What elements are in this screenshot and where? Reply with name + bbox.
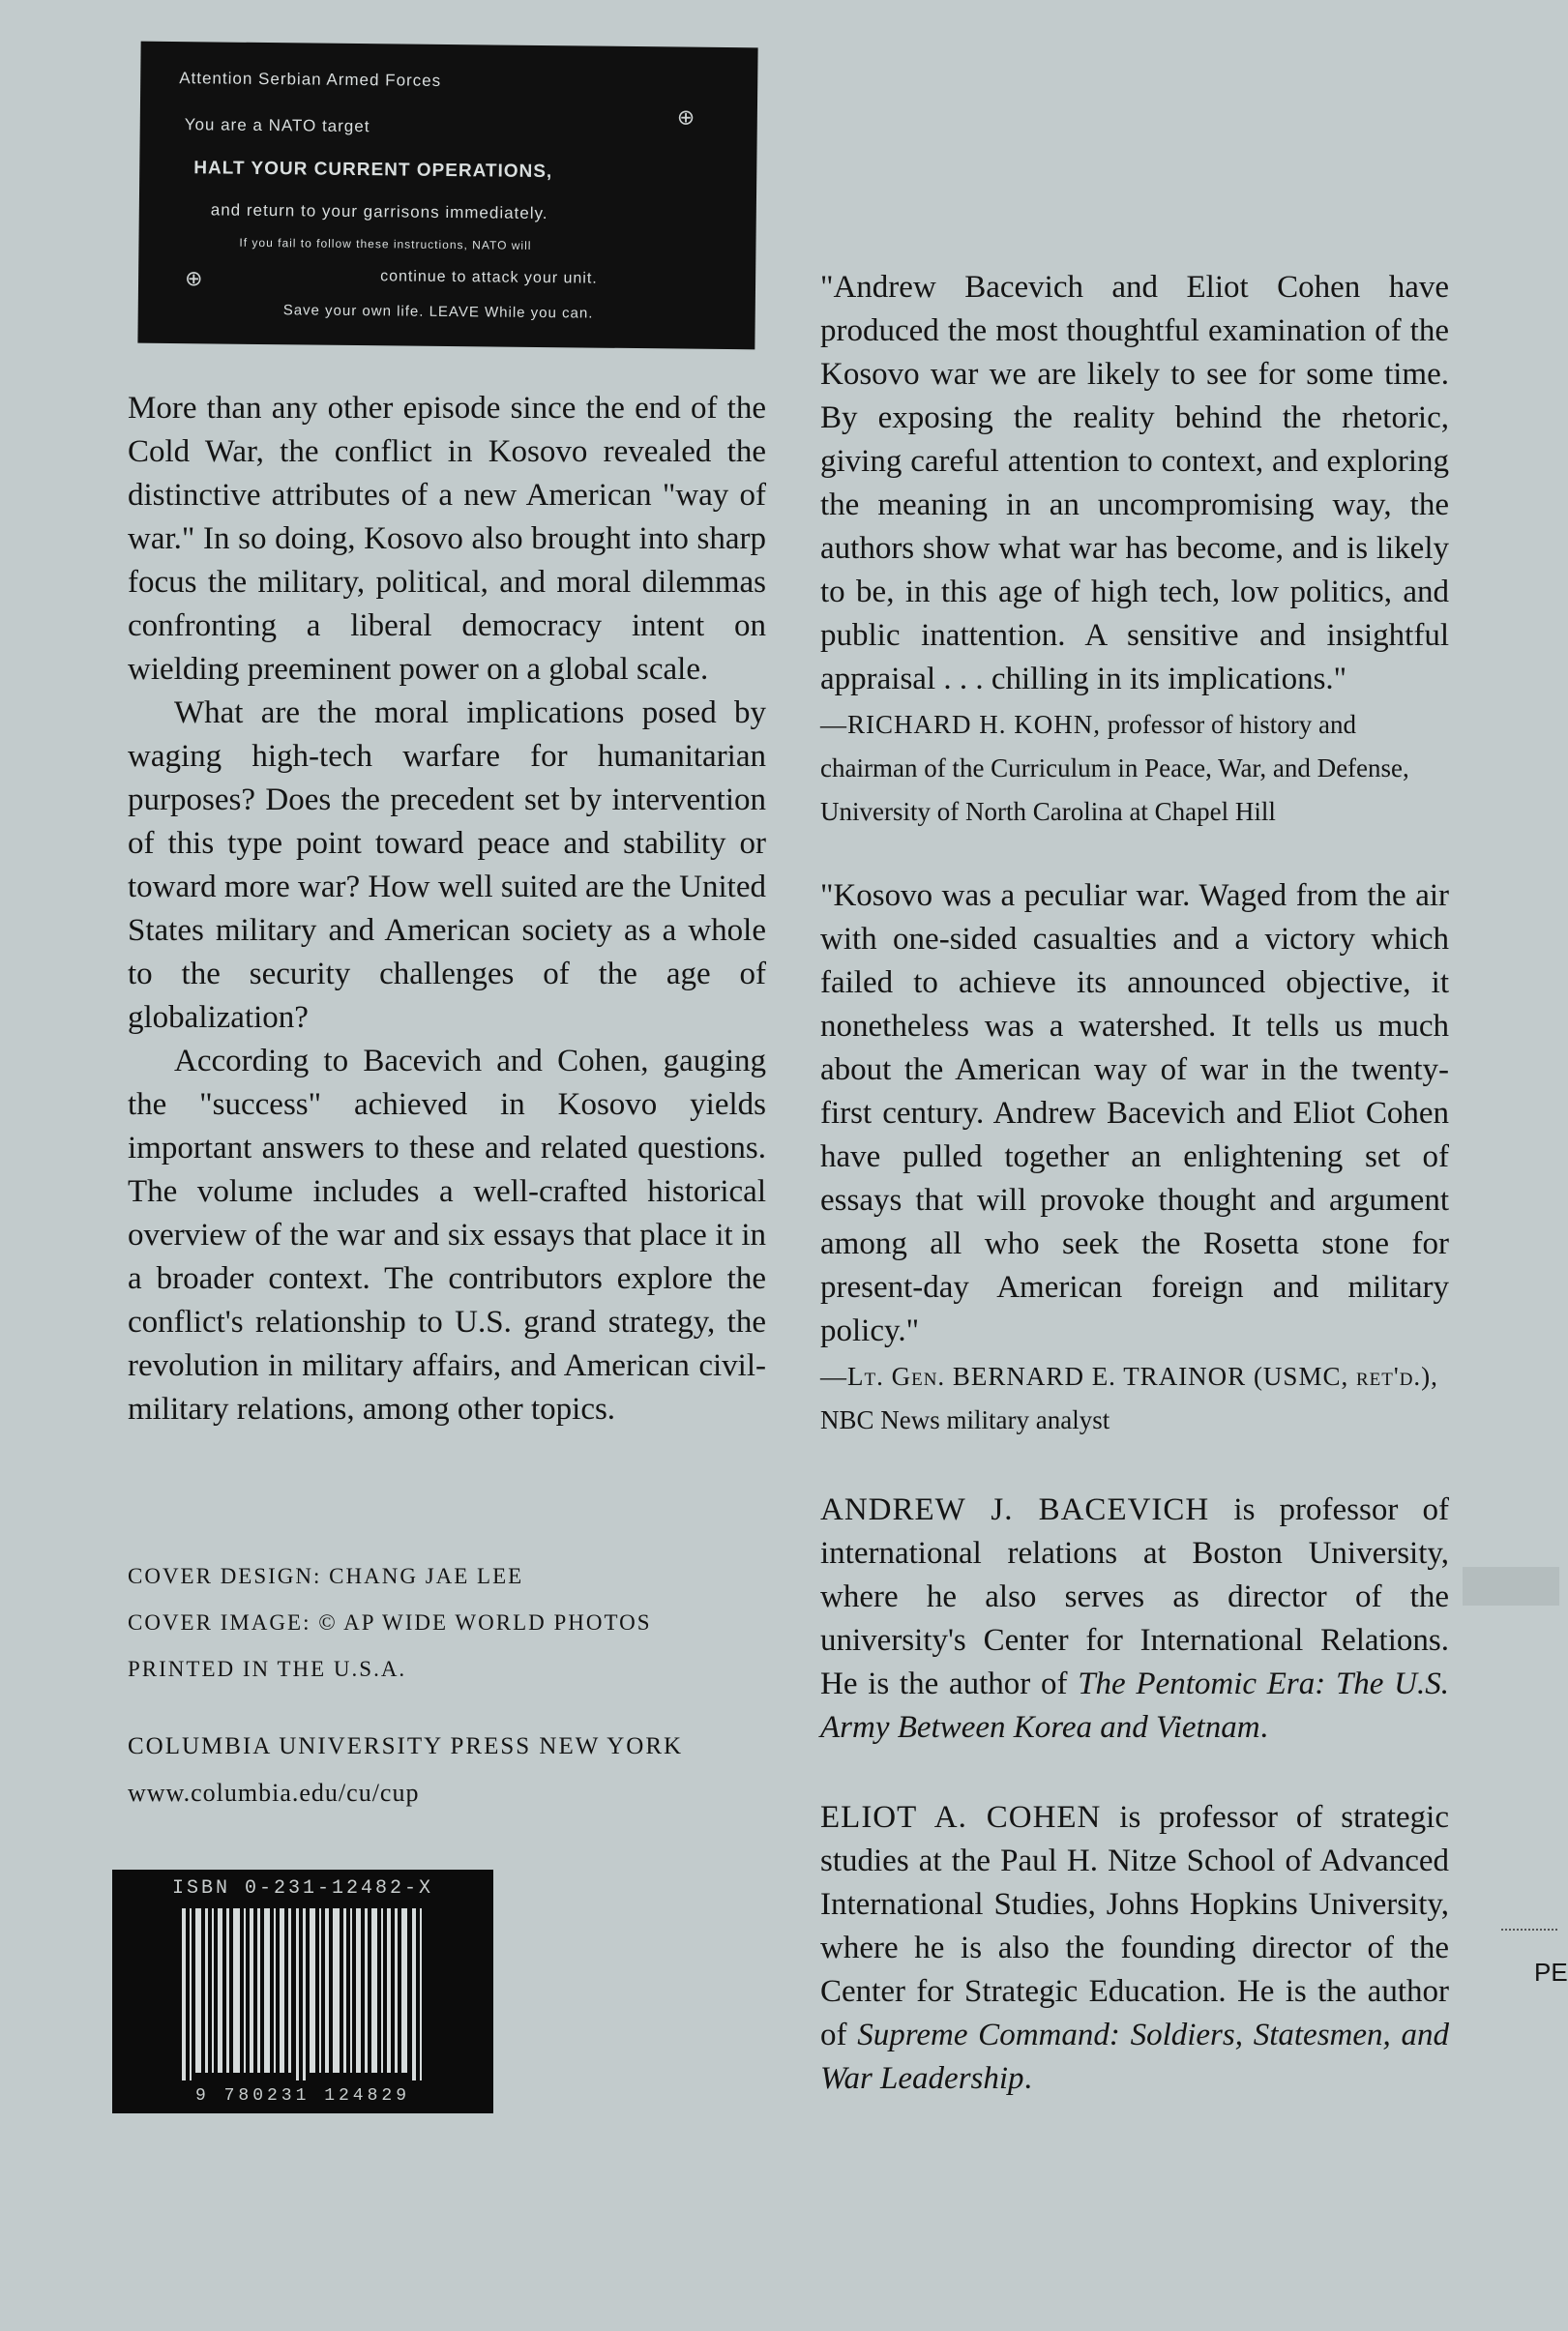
endorser-name: —RICHARD H. KOHN, [820,710,1102,739]
endorsement-attribution [820,1355,1449,1442]
description-paragraph: According to Bacevich and Cohen, gauging the "success" achieved in Kosovo yields important answers to these and related questions. The volume includes a well-crafted historical overview of the war and six essays that place it in a broader context. The contributors explore the conflict's relationship to U.S. grand strategy, the revolution in military affairs, and American civil-military relations, among other topics. [128,1044,766,1427]
leaflet-line: Save your own life. LEAVE While you can. [282,302,594,322]
edge-dotted-rule [1501,1929,1557,1931]
author-bio-text: is professor of strategic studies at the Paul H. Nitze School of Advanced International Studies, Johns Hopkins University, where he is also the founding director of the Center for Strategic Education. He is the author of [820,1800,1449,2052]
author-bio [820,1796,1449,2101]
endorsement-attribution [820,703,1449,834]
author-name: ELIOT A. COHEN [820,1800,1102,1835]
author-book-title: Supreme Command: Soldiers, Statesmen, and War Leadership [820,2018,1449,2096]
description-column [128,387,766,1431]
bio-period: . [1259,1710,1268,1745]
description-paragraph: More than any other episode since the end of the Cold War, the conflict in Kosovo revealed the distinctive attributes of a new American "way of war." In so doing, Kosovo also brought into sharp focus the military, political, and moral dilemmas confronting a liberal democracy intent on wielding preeminent power on a global scale. [128,391,766,687]
author-name: ANDREW J. BACEVICH [820,1492,1210,1527]
leaflet-line: HALT YOUR CURRENT OPERATIONS, [193,158,553,183]
leaflet-line: continue to attack your unit. [380,268,598,287]
leaflet-line: You are a NATO target [184,115,370,136]
leaflet-line: Attention Serbian Armed Forces [179,69,442,90]
endorser-title: professor of history and chairman of the Curriculum in Peace, War, and Defense, University of North Carolina at Chapel Hill [820,710,1409,826]
endorser-name: —Lt. Gen. BERNARD E. TRAINOR (USMC, ret'd.), [820,1362,1438,1391]
author-bio-text: is professor of international relations at Boston University, where he also serves as director of the university's Center for International Relations. He is the author of [820,1492,1449,1701]
endorsement-quote: "Kosovo was a peculiar war. Waged from the air with one-sided casualties and a victory which failed to achieve its announced objective, it nonetheless was a watershed. It tells us much about the American way of war in the twenty-first century. Andrew Bacevich and Eliot Cohen have pulled together an enlightening set of essays that will provoke thought and argument among all who seek the Rosetta stone for present-day American foreign and military policy." [820,878,1449,1348]
leaflet-line: and return to your garrisons immediately. [210,200,548,223]
production-credits [128,1553,766,1693]
crosshair-icon: ⊕ [184,266,203,291]
author-bio [820,1489,1449,1750]
isbn-text: ISBN 0-231-12482-X [171,1877,434,1900]
isbn-digits: 9 780231 124829 [194,2086,411,2106]
blurbs-column [820,266,1449,2101]
author-book-title: The Pentomic Era: The U.S. Army Between Korea and Vietnam [820,1667,1449,1745]
isbn-barcode [112,1870,493,2113]
publisher-block [128,1724,766,1816]
description-paragraph: What are the moral implications posed by waging high-tech warfare for humanitarian purposes? Does the precedent set by intervention of this type point toward peace and stability or toward more war? How well suited are the United States military and American society as a whole to the security challenges of the age of globalization? [128,695,766,1035]
publisher-name: COLUMBIA UNIVERSITY PRESS NEW YORK [128,1733,684,1759]
endorser-title: NBC News military analyst [820,1405,1110,1434]
crosshair-icon: ⊕ [676,104,695,130]
printed-in-credit: PRINTED IN THE U.S.A. [128,1657,407,1681]
leaflet-line: If you fail to follow these instructions, NATO will [239,235,532,252]
barcode-bars-icon [180,1908,431,2080]
publisher-url: www.columbia.edu/cu/cup [128,1779,420,1807]
cover-image-credit: COVER IMAGE: © AP WIDE WORLD PHOTOS [128,1610,652,1635]
nato-leaflet-image [137,42,757,350]
edge-label: PE [1534,1958,1568,1987]
cover-design-credit: COVER DESIGN: CHANG JAE LEE [128,1564,524,1588]
bio-period: . [1023,2061,1032,2096]
edge-shadow [1463,1567,1559,1606]
endorsement-quote: "Andrew Bacevich and Eliot Cohen have produced the most thoughtful examination of the Kosovo war we are likely to see for some time. By exposing the reality behind the rhetoric, giving careful attention to context, and exploring the meaning in an uncompromising way, the authors show what war has become, and is likely to be, in this age of high tech, low politics, and public inattention. A sensitive and insightful appraisal . . . chilling in its implications." [820,270,1449,696]
